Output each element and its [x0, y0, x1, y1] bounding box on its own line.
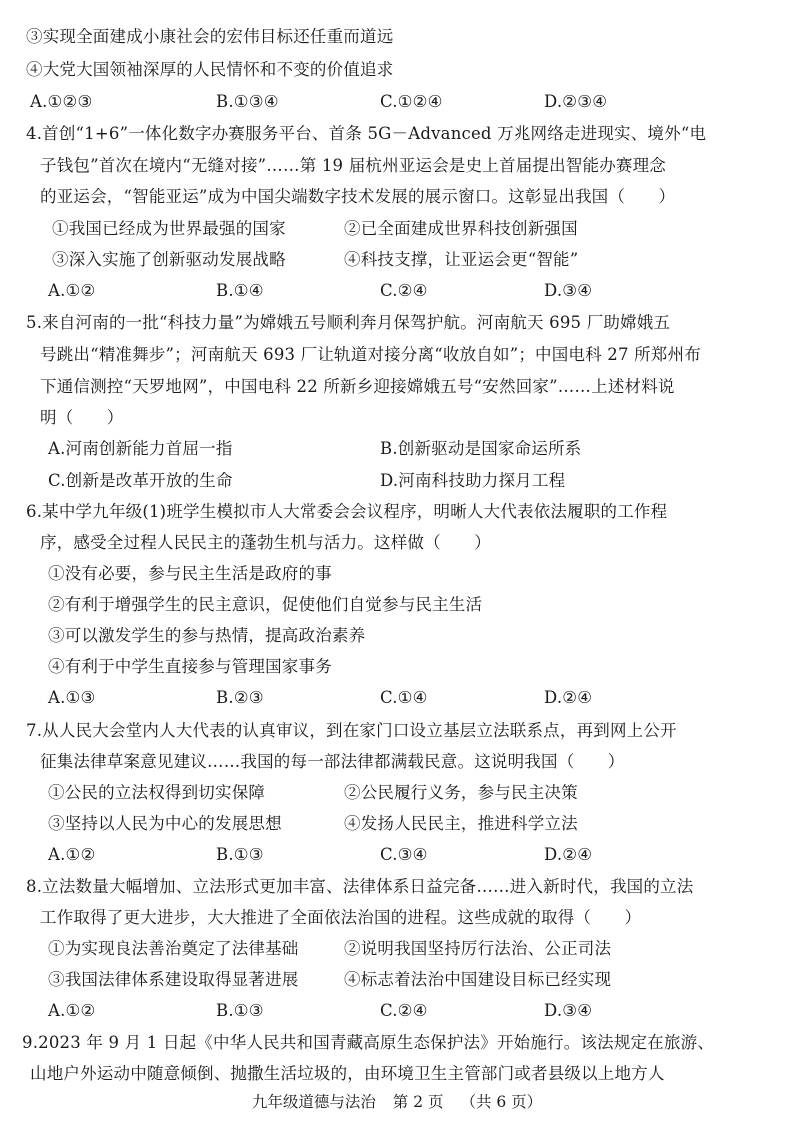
- q7-stem-line-1: [0, 716, 794, 746]
- q3-option-4-row: [0, 55, 794, 85]
- q9-stem-line-2: [0, 1059, 794, 1089]
- q6-choice-d[interactable]: D.②④: [544, 688, 593, 707]
- q3-choice-b[interactable]: B.①③④: [216, 92, 279, 111]
- q8-choice-d[interactable]: D.③④: [544, 1001, 593, 1020]
- page-footer: [0, 1090, 794, 1112]
- q8-stem-line-2: [0, 903, 794, 933]
- q4-option-2: ②已全面建成世界科技创新强国: [344, 219, 578, 238]
- q6-stem-line-2: [0, 528, 794, 558]
- q7-options-row-2: [0, 809, 794, 839]
- q7-options-row-1: [0, 778, 794, 808]
- q8-options-row-1: [0, 934, 794, 964]
- footer-page-number: 第 2 页: [392, 1093, 444, 1111]
- q5-stem-text: 明（ ）: [40, 408, 124, 427]
- q4-options-row-1: [0, 214, 794, 244]
- q5-stem-line-2: [0, 340, 794, 370]
- q4-option-4: ④科技支撑，让亚运会更“智能”: [344, 250, 579, 269]
- q7-choice-b[interactable]: B.①③: [216, 845, 264, 864]
- q5-stem-line-1: [0, 308, 794, 338]
- q6-stem-text: 6.某中学九年级(1)班学生模拟市人大常委会会议程序，明晰人大代表依法履职的工作程: [26, 502, 668, 521]
- q8-choices: [0, 996, 794, 1026]
- q4-stem-line-2: [0, 151, 794, 181]
- q8-option-3: ③我国法律体系建设取得显著进展: [48, 970, 299, 989]
- q4-stem-line-1: [0, 119, 794, 149]
- q6-option-4-row: [0, 652, 794, 682]
- q7-choice-c[interactable]: C.③④: [380, 845, 428, 864]
- q6-option-1: ①没有必要，参与民主生活是政府的事: [48, 564, 332, 583]
- q9-stem-text: 9.2023 年 9 月 1 日起《中华人民共和国青藏高原生态保护法》开始施行。该法规定在旅游、: [22, 1033, 715, 1052]
- q3-option-3: ③实现全面建成小康社会的宏伟目标还任重而道远: [26, 27, 394, 46]
- q4-choice-d[interactable]: D.③④: [544, 281, 593, 300]
- q8-stem-text: 工作取得了更大进步，大大推进了全面依法治国的进程。这些成就的取得（ ）: [40, 908, 642, 927]
- q4-stem-text: 4.首创“1+6”一体化数字办赛服务平台、首条 5G－Advanced 万兆网络走进现实、境外“电: [26, 124, 707, 143]
- q3-option-3-row: [0, 22, 794, 52]
- q7-choices: [0, 840, 794, 870]
- q3-choice-d[interactable]: D.②③④: [544, 92, 608, 111]
- q6-stem-text: 序，感受全过程人民民主的蓬勃生机与活力。这样做（ ）: [40, 533, 491, 552]
- q3-option-4: ④大党大国领袖深厚的人民情怀和不变的价值追求: [26, 60, 394, 79]
- q8-stem-text: 8.立法数量大幅增加、立法形式更加丰富、法律体系日益完备……进入新时代，我国的立法: [26, 877, 694, 896]
- q8-option-2: ②说明我国坚持厉行法治、公正司法: [344, 939, 612, 958]
- q5-choices-row-1: [0, 434, 794, 464]
- q8-choice-b[interactable]: B.①③: [216, 1001, 264, 1020]
- q7-stem-text: 7.从人民大会堂内人大代表的认真审议，到在家门口设立基层立法联系点，再到网上公开: [26, 721, 677, 740]
- q7-option-3: ③坚持以人民为中心的发展思想: [48, 814, 282, 833]
- q4-option-3: ③深入实施了创新驱动发展战略: [52, 250, 286, 269]
- q9-stem-line-1: [0, 1028, 794, 1058]
- q6-option-3-row: [0, 621, 794, 651]
- q6-option-2-row: [0, 590, 794, 620]
- q5-stem-text: 号跳出“精准舞步”；河南航天 693 厂让轨道对接分离“收放自如”；中国电科 27 所郑州布: [40, 345, 701, 364]
- q5-stem-line-3: [0, 372, 794, 402]
- q5-choice-d[interactable]: D.河南科技助力探月工程: [380, 471, 566, 490]
- q4-options-row-2: [0, 245, 794, 275]
- q5-choice-b[interactable]: B.创新驱动是国家命运所系: [380, 439, 582, 458]
- q4-choice-c[interactable]: C.②④: [380, 281, 428, 300]
- q7-stem-text: 征集法律草案意见建议……我国的每一部法律都满载民意。这说明我国（ ）: [40, 752, 625, 771]
- footer-total-pages: （共 6 页）: [460, 1093, 543, 1111]
- q7-stem-line-2: [0, 747, 794, 777]
- q6-choice-b[interactable]: B.②③: [216, 688, 264, 707]
- q5-choices-row-2: [0, 466, 794, 496]
- q5-stem-text: 下通信测控“天罗地网”，中国电科 22 所新乡迎接嫦娥五号“安然回家”……上述材料说: [40, 377, 675, 396]
- q6-choice-c[interactable]: C.①④: [380, 688, 428, 707]
- q7-choice-a[interactable]: A.①②: [48, 845, 96, 864]
- q8-option-4: ④标志着法治中国建设目标已经实现: [344, 970, 612, 989]
- q6-option-2: ②有利于增强学生的民主意识，促使他们自觉参与民主生活: [48, 595, 483, 614]
- q4-choice-b[interactable]: B.①④: [216, 281, 264, 300]
- q8-choice-a[interactable]: A.①②: [48, 1001, 96, 1020]
- q7-option-1: ①公民的立法权得到切实保障: [48, 783, 266, 802]
- q7-option-4: ④发扬人民民主，推进科学立法: [344, 814, 578, 833]
- q4-choice-a[interactable]: A.①②: [48, 281, 96, 300]
- q6-stem-line-1: [0, 497, 794, 527]
- q8-choice-c[interactable]: C.②④: [380, 1001, 428, 1020]
- q8-options-row-2: [0, 965, 794, 995]
- q7-option-2: ②公民履行义务，参与民主决策: [344, 783, 578, 802]
- q5-stem-text: 5.来自河南的一批“科技力量”为嫦娥五号顺利奔月保驾护航。河南航天 695 厂助嫦娥五: [26, 313, 671, 332]
- q6-choice-a[interactable]: A.①③: [48, 688, 96, 707]
- q4-option-1: ①我国已经成为世界最强的国家: [52, 219, 286, 238]
- q9-stem-text: 山地户外运动中随意倾倒、抛撒生活垃圾的，由环境卫生主管部门或者县级以上地方人: [30, 1064, 665, 1083]
- q4-stem-text: 子钱包”首次在境内“无缝对接”……第 19 届杭州亚运会是史上首届提出智能办赛理念: [40, 156, 666, 175]
- q5-choice-c[interactable]: C.创新是改革开放的生命: [48, 471, 233, 490]
- q4-choices: [0, 276, 794, 306]
- q6-option-4: ④有利于中学生直接参与管理国家事务: [48, 657, 332, 676]
- q8-option-1: ①为实现良法善治奠定了法律基础: [48, 939, 299, 958]
- q6-option-3: ③可以激发学生的参与热情，提高政治素养: [48, 626, 366, 645]
- q6-option-1-row: [0, 559, 794, 589]
- q3-choice-c[interactable]: C.①②④: [380, 92, 443, 111]
- q7-choice-d[interactable]: D.②④: [544, 845, 593, 864]
- q5-stem-line-4: [0, 403, 794, 433]
- q6-choices: [0, 683, 794, 713]
- q5-choice-a[interactable]: A.河南创新能力首屈一指: [48, 439, 233, 458]
- footer-subject: 九年级道德与法治: [251, 1093, 376, 1111]
- q3-choices: [0, 87, 794, 117]
- q3-choice-a[interactable]: A.①②③: [30, 92, 93, 111]
- q4-stem-line-3: [0, 182, 794, 212]
- q4-stem-text: 的亚运会，“智能亚运”成为中国尖端数字技术发展的展示窗口。这彰显出我国（ ）: [40, 187, 676, 206]
- q8-stem-line-1: [0, 872, 794, 902]
